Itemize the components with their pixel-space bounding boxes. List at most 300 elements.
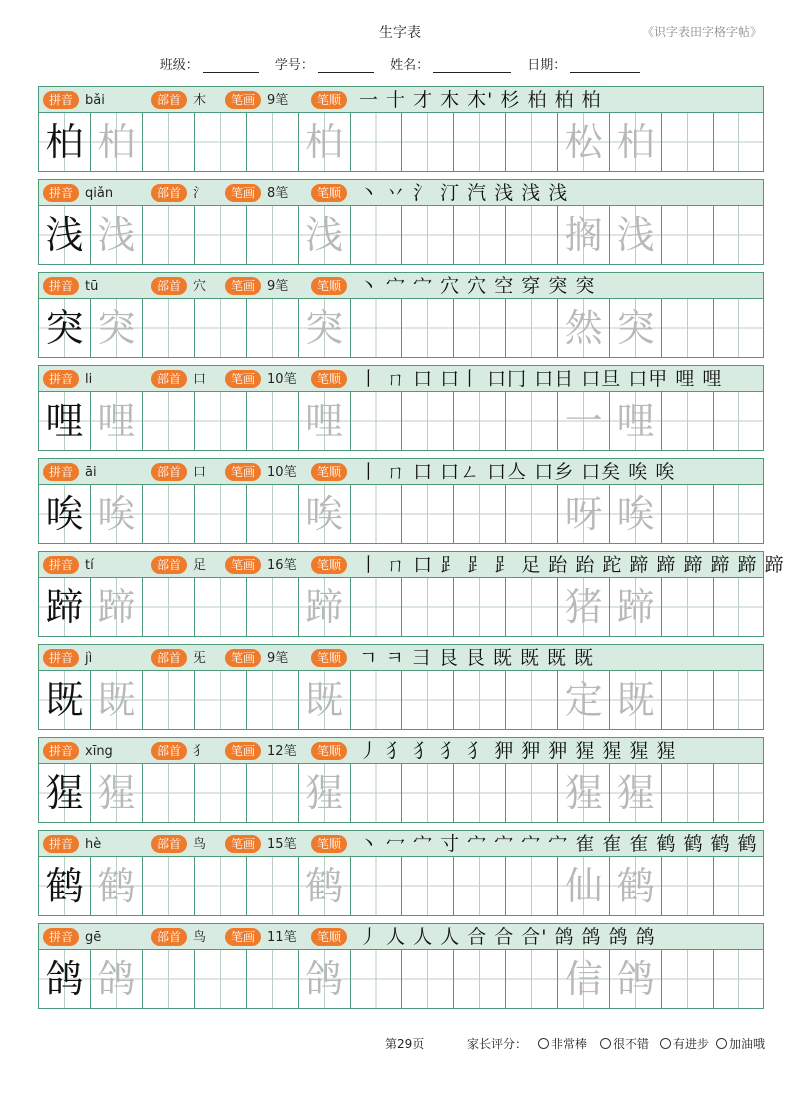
character-row xyxy=(38,830,764,916)
class-field xyxy=(160,54,259,73)
radical-group xyxy=(151,645,206,671)
blank-practice-cell[interactable] xyxy=(454,299,506,357)
date-blank[interactable] xyxy=(570,60,640,73)
radio-circle-icon xyxy=(660,1038,671,1049)
stroke-unit: 笔 xyxy=(283,465,297,480)
trace-character[interactable]: 突 xyxy=(91,299,143,357)
blank-practice-cell[interactable] xyxy=(195,206,247,264)
name-label: 姓名： xyxy=(390,58,430,73)
radical-group xyxy=(151,552,206,578)
stroke-count-group xyxy=(225,924,297,950)
blank-practice-cell[interactable] xyxy=(714,299,764,357)
practice-grid xyxy=(38,484,764,544)
radical-badge: 部首 xyxy=(151,742,187,760)
radical-badge: 部首 xyxy=(151,928,187,946)
radical-badge: 部首 xyxy=(151,370,187,388)
trace-character[interactable]: 唉 xyxy=(91,485,143,543)
pinyin-group xyxy=(43,552,94,578)
blank-practice-cell[interactable] xyxy=(506,206,558,264)
blank-practice-cell[interactable] xyxy=(351,485,403,543)
stroke-count-group xyxy=(225,87,288,113)
character-info-bar xyxy=(38,923,764,949)
blank-practice-cell[interactable] xyxy=(195,392,247,450)
pinyin-badge: 拼音 xyxy=(43,649,79,667)
trace-word-character[interactable]: 仙 xyxy=(558,857,610,915)
stroke-count-value: 11 xyxy=(267,930,284,945)
radical-group xyxy=(151,87,206,113)
character-row xyxy=(38,365,764,451)
trace-character[interactable]: 柏 xyxy=(299,113,351,171)
pinyin-value: gē xyxy=(85,930,102,945)
stroke-order-group xyxy=(311,738,347,764)
blank-practice-cell[interactable] xyxy=(662,299,714,357)
stroke-order-sequence: 丶 冖 宀 寸 宀 宀 宀 宀 隺 隺 隺 鹤 鹤 鹤 鹤 xyxy=(359,833,758,855)
model-character: 既 xyxy=(39,671,91,729)
radical-badge: 部首 xyxy=(151,649,187,667)
blank-practice-cell[interactable] xyxy=(662,764,714,822)
character-info-bar xyxy=(38,644,764,670)
blank-practice-cell[interactable] xyxy=(247,299,299,357)
blank-practice-cell[interactable] xyxy=(351,392,403,450)
blank-practice-cell[interactable] xyxy=(402,113,454,171)
stroke-count-group xyxy=(225,645,288,671)
pinyin-value: xīng xyxy=(85,744,113,759)
pinyin-badge: 拼音 xyxy=(43,370,79,388)
rating-option-label: 非常棒 xyxy=(551,1037,588,1051)
stroke-order-sequence: 丿 人 人 人 合 合 合' 鸽 鸽 鸽 鸽 xyxy=(359,926,656,948)
trace-character[interactable]: 浅 xyxy=(610,206,662,264)
blank-practice-cell[interactable] xyxy=(351,299,403,357)
stroke-count-value: 8 xyxy=(267,186,276,201)
radical-value: 穴 xyxy=(193,279,207,294)
stroke-count-value: 9 xyxy=(267,651,276,666)
trace-word-character[interactable]: 猩 xyxy=(558,764,610,822)
character-info-bar xyxy=(38,830,764,856)
blank-practice-cell[interactable] xyxy=(454,578,506,636)
trace-word-character[interactable]: 然 xyxy=(558,299,610,357)
stroke-order-badge: 笔顺 xyxy=(311,742,347,760)
blank-practice-cell[interactable] xyxy=(247,671,299,729)
stroke-count-group xyxy=(225,738,297,764)
pinyin-group xyxy=(43,273,98,299)
blank-practice-cell[interactable] xyxy=(143,950,195,1008)
name-field xyxy=(390,54,511,73)
trace-word-character[interactable]: 定 xyxy=(558,671,610,729)
blank-practice-cell[interactable] xyxy=(714,485,764,543)
practice-grid xyxy=(38,205,764,265)
radical-badge: 部首 xyxy=(151,463,187,481)
radical-value: 旡 xyxy=(193,651,207,666)
trace-word-character[interactable]: 呀 xyxy=(558,485,610,543)
character-info-bar xyxy=(38,551,785,577)
stroke-count-badge: 笔画 xyxy=(225,928,261,946)
stroke-count-group xyxy=(225,366,297,392)
trace-character[interactable]: 哩 xyxy=(299,392,351,450)
name-blank[interactable] xyxy=(433,60,511,73)
radical-value: 口 xyxy=(193,372,207,387)
stroke-unit: 笔 xyxy=(283,930,297,945)
blank-practice-cell[interactable] xyxy=(195,671,247,729)
model-character: 唉 xyxy=(39,485,91,543)
blank-practice-cell[interactable] xyxy=(506,671,558,729)
rating-option-progress[interactable] xyxy=(660,1035,709,1052)
stroke-count-badge: 笔画 xyxy=(225,184,261,202)
blank-practice-cell[interactable] xyxy=(247,485,299,543)
blank-practice-cell[interactable] xyxy=(662,206,714,264)
pinyin-badge: 拼音 xyxy=(43,91,79,109)
practice-grid xyxy=(38,670,764,730)
stroke-order-badge: 笔顺 xyxy=(311,91,347,109)
rating-option-label: 加油哦 xyxy=(729,1037,766,1051)
blank-practice-cell[interactable] xyxy=(143,485,195,543)
stroke-order-sequence: 丨 ㄇ 口 口ㄥ 口亼 口乡 口矣 唉 唉 xyxy=(359,461,676,483)
stroke-order-sequence: 丶 宀 宀 穴 穴 空 穿 突 突 xyxy=(359,275,596,297)
radical-badge: 部首 xyxy=(151,184,187,202)
trace-character[interactable]: 柏 xyxy=(610,113,662,171)
date-label: 日期： xyxy=(527,58,567,73)
stroke-count-badge: 笔画 xyxy=(225,742,261,760)
trace-word-character[interactable]: 猪 xyxy=(558,578,610,636)
blank-practice-cell[interactable] xyxy=(195,578,247,636)
blank-practice-cell[interactable] xyxy=(247,113,299,171)
blank-practice-cell[interactable] xyxy=(247,764,299,822)
stroke-count-group xyxy=(225,180,288,206)
blank-practice-cell[interactable] xyxy=(143,206,195,264)
blank-practice-cell[interactable] xyxy=(454,113,506,171)
blank-practice-cell[interactable] xyxy=(662,671,714,729)
blank-practice-cell[interactable] xyxy=(351,578,403,636)
date-field xyxy=(527,54,640,73)
radical-group xyxy=(151,273,206,299)
blank-practice-cell[interactable] xyxy=(454,857,506,915)
pinyin-value: hè xyxy=(85,837,102,852)
trace-character[interactable]: 鸽 xyxy=(91,950,143,1008)
blank-practice-cell[interactable] xyxy=(195,857,247,915)
blank-practice-cell[interactable] xyxy=(662,485,714,543)
pinyin-value: qiǎn xyxy=(85,186,114,201)
blank-practice-cell[interactable] xyxy=(143,113,195,171)
stroke-order-badge: 笔顺 xyxy=(311,928,347,946)
character-practice-sheet xyxy=(38,86,785,1016)
radical-group xyxy=(151,366,206,392)
trace-character[interactable]: 突 xyxy=(610,299,662,357)
stroke-count-value: 15 xyxy=(267,837,284,852)
page-number: 第29页 xyxy=(385,1037,425,1051)
stroke-count-badge: 笔画 xyxy=(225,463,261,481)
blank-practice-cell[interactable] xyxy=(454,392,506,450)
pinyin-group xyxy=(43,645,92,671)
blank-practice-cell[interactable] xyxy=(662,857,714,915)
blank-practice-cell[interactable] xyxy=(351,671,403,729)
stroke-order-badge: 笔顺 xyxy=(311,463,347,481)
blank-practice-cell[interactable] xyxy=(714,392,764,450)
trace-character[interactable]: 蹄 xyxy=(91,578,143,636)
stroke-order-sequence: 一 十 才 木 木' 杉 柏 柏 柏 xyxy=(359,89,602,111)
stroke-count-badge: 笔画 xyxy=(225,91,261,109)
blank-practice-cell[interactable] xyxy=(662,113,714,171)
stroke-order-badge: 笔顺 xyxy=(311,835,347,853)
rating-option-keep-going[interactable] xyxy=(716,1035,765,1052)
stroke-count-badge: 笔画 xyxy=(225,277,261,295)
blank-practice-cell[interactable] xyxy=(402,671,454,729)
blank-practice-cell[interactable] xyxy=(143,392,195,450)
blank-practice-cell[interactable] xyxy=(714,857,764,915)
practice-grid xyxy=(38,763,764,823)
student-number-blank[interactable] xyxy=(318,60,374,73)
model-character: 浅 xyxy=(39,206,91,264)
blank-practice-cell[interactable] xyxy=(506,299,558,357)
pinyin-value: bǎi xyxy=(85,93,105,108)
blank-practice-cell[interactable] xyxy=(714,950,764,1008)
class-label: 班级： xyxy=(159,58,199,73)
trace-character[interactable]: 猩 xyxy=(299,764,351,822)
stroke-count-value: 10 xyxy=(267,465,284,480)
radical-badge: 部首 xyxy=(151,556,187,574)
blank-practice-cell[interactable] xyxy=(351,206,403,264)
rating-option-excellent[interactable] xyxy=(538,1035,587,1052)
blank-practice-cell[interactable] xyxy=(454,764,506,822)
blank-practice-cell[interactable] xyxy=(714,578,764,636)
pinyin-value: li xyxy=(85,372,93,387)
stroke-count-value: 9 xyxy=(267,279,276,294)
trace-word-character[interactable]: 一 xyxy=(558,392,610,450)
stroke-order-badge: 笔顺 xyxy=(311,556,347,574)
trace-character[interactable]: 猩 xyxy=(91,764,143,822)
blank-practice-cell[interactable] xyxy=(506,485,558,543)
blank-practice-cell[interactable] xyxy=(714,764,764,822)
trace-character[interactable]: 既 xyxy=(610,671,662,729)
blank-practice-cell[interactable] xyxy=(247,206,299,264)
blank-practice-cell[interactable] xyxy=(143,578,195,636)
stroke-order-sequence: 丶 丷 氵 汀 汽 浅 浅 浅 xyxy=(359,182,569,204)
character-info-bar xyxy=(38,86,764,112)
pinyin-badge: 拼音 xyxy=(43,742,79,760)
radical-badge: 部首 xyxy=(151,91,187,109)
blank-practice-cell[interactable] xyxy=(195,299,247,357)
trace-word-character[interactable]: 松 xyxy=(558,113,610,171)
blank-practice-cell[interactable] xyxy=(402,206,454,264)
trace-character[interactable]: 浅 xyxy=(299,206,351,264)
stroke-order-group xyxy=(311,366,347,392)
blank-practice-cell[interactable] xyxy=(195,113,247,171)
stroke-count-group xyxy=(225,273,288,299)
radical-value: 口 xyxy=(193,465,207,480)
blank-practice-cell[interactable] xyxy=(402,857,454,915)
blank-practice-cell[interactable] xyxy=(247,392,299,450)
pinyin-badge: 拼音 xyxy=(43,928,79,946)
radical-group xyxy=(151,738,206,764)
student-number-label: 学号： xyxy=(274,58,314,73)
stroke-count-value: 16 xyxy=(267,558,284,573)
blank-practice-cell[interactable] xyxy=(143,671,195,729)
blank-practice-cell[interactable] xyxy=(402,764,454,822)
stroke-count-value: 10 xyxy=(267,372,284,387)
character-row xyxy=(38,458,764,544)
radio-circle-icon xyxy=(538,1038,549,1049)
blank-practice-cell[interactable] xyxy=(662,392,714,450)
trace-character[interactable]: 鸽 xyxy=(299,950,351,1008)
character-row xyxy=(38,737,764,823)
blank-practice-cell[interactable] xyxy=(714,206,764,264)
radio-circle-icon xyxy=(716,1038,727,1049)
stroke-order-badge: 笔顺 xyxy=(311,184,347,202)
blank-practice-cell[interactable] xyxy=(662,950,714,1008)
blank-practice-cell[interactable] xyxy=(402,485,454,543)
stroke-order-badge: 笔顺 xyxy=(311,649,347,667)
stroke-unit: 笔 xyxy=(275,279,289,294)
stroke-unit: 笔 xyxy=(275,186,289,201)
trace-character[interactable]: 鸽 xyxy=(610,950,662,1008)
radio-circle-icon xyxy=(600,1038,611,1049)
character-info-bar xyxy=(38,365,764,391)
book-subtitle: 《识字表田字格字帖》 xyxy=(641,25,762,39)
stroke-count-badge: 笔画 xyxy=(225,649,261,667)
pinyin-value: tū xyxy=(85,279,99,294)
character-row xyxy=(38,272,764,358)
stroke-count-badge: 笔画 xyxy=(225,556,261,574)
stroke-unit: 笔 xyxy=(283,837,297,852)
blank-practice-cell[interactable] xyxy=(714,671,764,729)
blank-practice-cell[interactable] xyxy=(662,578,714,636)
trace-character[interactable]: 鹤 xyxy=(299,857,351,915)
trace-character[interactable]: 既 xyxy=(299,671,351,729)
pinyin-group xyxy=(43,87,105,113)
pinyin-value: tí xyxy=(85,558,94,573)
blank-practice-cell[interactable] xyxy=(454,950,506,1008)
blank-practice-cell[interactable] xyxy=(506,392,558,450)
trace-character[interactable]: 蹄 xyxy=(610,578,662,636)
blank-practice-cell[interactable] xyxy=(143,299,195,357)
stroke-order-sequence: 丨 ㄇ 口 ⻊ ⻊ ⻊ 足 跆 跆 跎 蹄 蹄 蹄 蹄 蹄 蹄 xyxy=(359,554,785,576)
stroke-count-group xyxy=(225,459,297,485)
stroke-count-badge: 笔画 xyxy=(225,370,261,388)
trace-character[interactable]: 哩 xyxy=(91,392,143,450)
stroke-unit: 笔 xyxy=(283,372,297,387)
blank-practice-cell[interactable] xyxy=(247,950,299,1008)
stroke-order-sequence: 丿 犭 犭 犭 犭 狎 狎 狎 猩 猩 猩 猩 xyxy=(359,740,677,762)
trace-character[interactable]: 猩 xyxy=(610,764,662,822)
trace-word-character[interactable]: 搁 xyxy=(558,206,610,264)
stroke-order-group xyxy=(311,273,347,299)
stroke-count-value: 12 xyxy=(267,744,284,759)
pinyin-value: āi xyxy=(85,465,97,480)
blank-practice-cell[interactable] xyxy=(247,578,299,636)
stroke-order-group xyxy=(311,552,347,578)
blank-practice-cell[interactable] xyxy=(714,113,764,171)
student-number-field xyxy=(275,54,374,73)
stroke-order-group xyxy=(311,459,347,485)
blank-practice-cell[interactable] xyxy=(351,857,403,915)
pinyin-group xyxy=(43,738,113,764)
model-character: 鸽 xyxy=(39,950,91,1008)
blank-practice-cell[interactable] xyxy=(195,764,247,822)
blank-practice-cell[interactable] xyxy=(351,950,403,1008)
radical-value: 木 xyxy=(193,93,207,108)
pinyin-value: jì xyxy=(85,651,93,666)
blank-practice-cell[interactable] xyxy=(402,578,454,636)
trace-character[interactable]: 鹤 xyxy=(91,857,143,915)
blank-practice-cell[interactable] xyxy=(454,671,506,729)
blank-practice-cell[interactable] xyxy=(195,950,247,1008)
blank-practice-cell[interactable] xyxy=(402,950,454,1008)
practice-grid xyxy=(38,112,764,172)
stroke-count-group xyxy=(225,831,297,857)
blank-practice-cell[interactable] xyxy=(402,299,454,357)
page-title: 生字表 xyxy=(379,25,421,41)
blank-practice-cell[interactable] xyxy=(247,857,299,915)
pinyin-badge: 拼音 xyxy=(43,277,79,295)
trace-character[interactable]: 柏 xyxy=(91,113,143,171)
blank-practice-cell[interactable] xyxy=(454,485,506,543)
stroke-order-sequence: 丨 ㄇ 口 口丨 口冂 口日 口旦 口甲 哩 哩 xyxy=(359,368,723,390)
radical-value: 氵 xyxy=(193,186,207,201)
stroke-unit: 笔 xyxy=(283,744,297,759)
character-info-bar xyxy=(38,179,764,205)
blank-practice-cell[interactable] xyxy=(506,950,558,1008)
trace-word-character[interactable]: 信 xyxy=(558,950,610,1008)
character-row xyxy=(38,86,764,172)
pinyin-group xyxy=(43,366,92,392)
blank-practice-cell[interactable] xyxy=(351,764,403,822)
stroke-unit: 笔 xyxy=(275,651,289,666)
radical-group xyxy=(151,831,206,857)
blank-practice-cell[interactable] xyxy=(506,113,558,171)
trace-character[interactable]: 突 xyxy=(299,299,351,357)
pinyin-group xyxy=(43,459,97,485)
radical-badge: 部首 xyxy=(151,835,187,853)
model-character: 哩 xyxy=(39,392,91,450)
trace-character[interactable]: 唉 xyxy=(610,485,662,543)
radical-value: 鸟 xyxy=(193,930,207,945)
blank-practice-cell[interactable] xyxy=(143,764,195,822)
stroke-order-group xyxy=(311,180,347,206)
parent-rating-label: 家长评分： xyxy=(467,1037,528,1051)
trace-character[interactable]: 浅 xyxy=(91,206,143,264)
trace-character[interactable]: 既 xyxy=(91,671,143,729)
class-blank[interactable] xyxy=(203,60,259,73)
stroke-count-value: 9 xyxy=(267,93,276,108)
trace-character[interactable]: 蹄 xyxy=(299,578,351,636)
rating-option-label: 很不错 xyxy=(613,1037,650,1051)
pinyin-badge: 拼音 xyxy=(43,835,79,853)
model-character: 猩 xyxy=(39,764,91,822)
blank-practice-cell[interactable] xyxy=(506,578,558,636)
model-character: 柏 xyxy=(39,113,91,171)
character-info-bar xyxy=(38,737,764,763)
practice-grid xyxy=(38,298,764,358)
stroke-order-badge: 笔顺 xyxy=(311,277,347,295)
radical-value: 鸟 xyxy=(193,837,207,852)
blank-practice-cell[interactable] xyxy=(351,113,403,171)
blank-practice-cell[interactable] xyxy=(506,857,558,915)
trace-character[interactable]: 唉 xyxy=(299,485,351,543)
model-character: 蹄 xyxy=(39,578,91,636)
blank-practice-cell[interactable] xyxy=(402,392,454,450)
model-character: 突 xyxy=(39,299,91,357)
stroke-unit: 笔 xyxy=(275,93,289,108)
rating-option-good[interactable] xyxy=(600,1035,649,1052)
rating-option-label: 有进步 xyxy=(673,1037,710,1051)
blank-practice-cell[interactable] xyxy=(454,206,506,264)
blank-practice-cell[interactable] xyxy=(143,857,195,915)
blank-practice-cell[interactable] xyxy=(506,764,558,822)
trace-character[interactable]: 鹤 xyxy=(610,857,662,915)
trace-character[interactable]: 哩 xyxy=(610,392,662,450)
character-info-bar xyxy=(38,458,764,484)
blank-practice-cell[interactable] xyxy=(195,485,247,543)
character-info-bar xyxy=(38,272,764,298)
radical-group xyxy=(151,180,206,206)
